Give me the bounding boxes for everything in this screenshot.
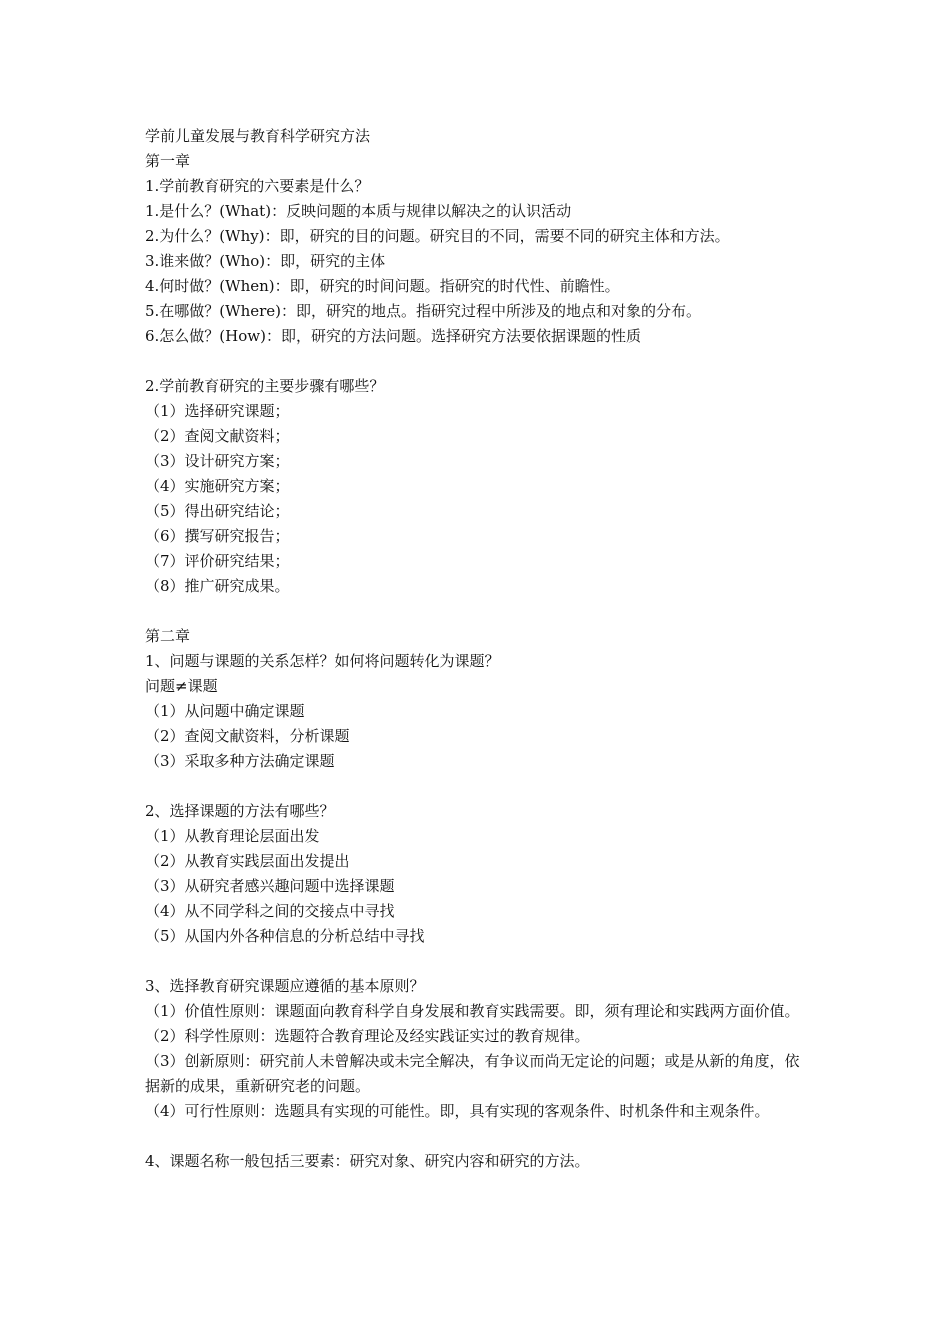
list-item: 3.谁来做？(Who)：即，研究的主体	[145, 252, 386, 270]
question-2: 2、选择课题的方法有哪些？	[145, 802, 335, 820]
chapter-2-heading: 第二章	[145, 627, 191, 645]
blank-line	[145, 774, 810, 799]
list-item: （6）撰写研究报告；	[145, 527, 290, 545]
question-3: 3、选择教育研究课题应遵循的基本原则？	[145, 977, 425, 995]
question-1: 1、问题与课题的关系怎样？如何将问题转化为课题？	[145, 652, 500, 670]
list-item: （2）查阅文献资料，分析课题	[145, 727, 350, 745]
list-item: （4）可行性原则：选题具有实现的可能性。即，具有实现的客观条件、时机条件和主观条件。	[145, 1102, 770, 1120]
question-2: 2.学前教育研究的主要步骤有哪些？	[145, 377, 385, 395]
list-item: 5.在哪做？(Where)：即，研究的地点。指研究过程中所涉及的地点和对象的分布。	[145, 302, 702, 320]
blank-line	[145, 599, 810, 624]
list-item: （5）从国内外各种信息的分析总结中寻找	[145, 927, 425, 945]
list-item: 6.怎么做？(How)：即，研究的方法问题。选择研究方法要依据课题的性质	[145, 327, 641, 345]
chapter-1-heading: 第一章	[145, 152, 191, 170]
list-item: （3）创新原则：研究前人未曾解决或未完全解决，有争议而尚无定论的问题；或是从新的角度，依据新的成果，重新研究老的问题。	[145, 1052, 800, 1095]
blank-line	[145, 349, 810, 374]
question-1: 1.学前教育研究的六要素是什么？	[145, 177, 370, 195]
question-4: 4、课题名称一般包括三要素：研究对象、研究内容和研究的方法。	[145, 1152, 590, 1170]
list-item: （4）从不同学科之间的交接点中寻找	[145, 902, 395, 920]
list-item: （3）采取多种方法确定课题	[145, 752, 335, 770]
list-item: （3）从研究者感兴趣问题中选择课题	[145, 877, 395, 895]
list-item: （2）从教育实践层面出发提出	[145, 852, 350, 870]
document-title: 学前儿童发展与教育科学研究方法	[145, 127, 371, 145]
list-item: （5）得出研究结论；	[145, 502, 290, 520]
blank-line	[145, 1124, 810, 1149]
list-item: （1）从教育理论层面出发	[145, 827, 320, 845]
note-line: 问题≠课题	[145, 677, 218, 695]
list-item: 2.为什么？(Why)：即，研究的目的问题。研究目的不同，需要不同的研究主体和方法。	[145, 227, 730, 245]
list-item: （4）实施研究方案；	[145, 477, 290, 495]
list-item: （1）从问题中确定课题	[145, 702, 305, 720]
list-item: （7）评价研究结果；	[145, 552, 290, 570]
blank-line	[145, 949, 810, 974]
list-item: （1）选择研究课题；	[145, 402, 290, 420]
list-item: （3）设计研究方案；	[145, 452, 290, 470]
document-body	[145, 124, 810, 1174]
list-item: （8）推广研究成果。	[145, 577, 290, 595]
list-item: （2）科学性原则：选题符合教育理论及经实践证实过的教育规律。	[145, 1027, 590, 1045]
list-item: 4.何时做？(When)：即，研究的时间问题。指研究的时代性、前瞻性。	[145, 277, 620, 295]
list-item: 1.是什么？(What)：反映问题的本质与规律以解决之的认识活动	[145, 202, 572, 220]
list-item: （2）查阅文献资料；	[145, 427, 290, 445]
list-item: （1）价值性原则：课题面向教育科学自身发展和教育实践需要。即，须有理论和实践两方面价值。	[145, 1002, 800, 1020]
